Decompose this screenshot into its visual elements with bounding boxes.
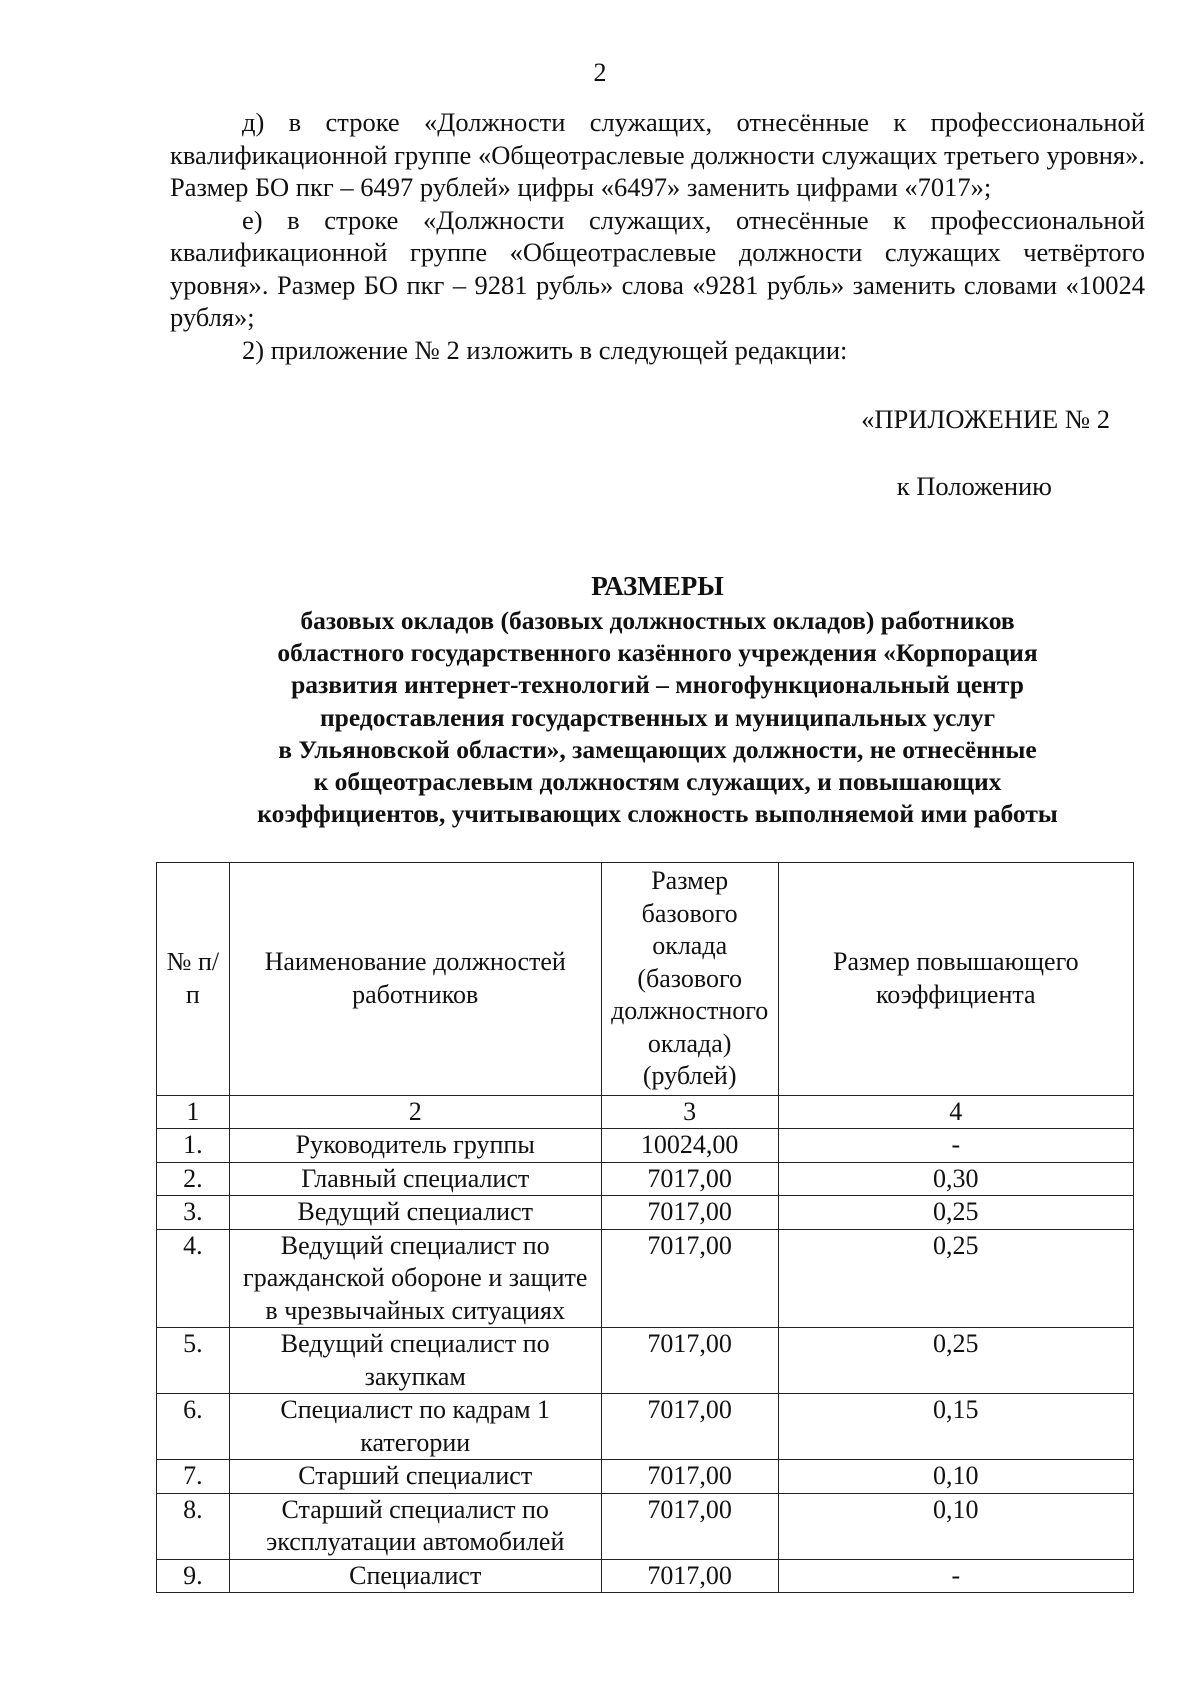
table-row: [157, 1493, 1134, 1559]
position-name: Старший специалист: [229, 1460, 601, 1494]
salary-value: 7017,00: [601, 1328, 778, 1394]
column-number: 1: [157, 1095, 230, 1129]
position-name: Ведущий специалист по закупкам: [229, 1328, 601, 1394]
heading-line: к общеотраслевым должностям служащих, и повышающих: [313, 767, 1002, 797]
salary-value: 7017,00: [601, 1229, 778, 1328]
column-number: 3: [601, 1095, 778, 1129]
column-numbers-row: [157, 1095, 1134, 1129]
salary-value: 7017,00: [601, 1460, 778, 1494]
paragraph-e: е) в строке «Должности служащих, отнесённые к профессиональной квалификационной группе «Общеотраслевые должности служащих четвёртого уровня». Размер БО пкг – 9281 рубль» слова «9281 рубль» заменить словами «10024 рубля»;: [170, 204, 1145, 332]
coefficient-value: 0,30: [778, 1162, 1133, 1196]
salary-table: [156, 862, 1134, 1593]
row-number: 8.: [157, 1493, 230, 1559]
heading-line: развития интернет-технологий – многофункциональный центр: [291, 670, 1024, 700]
appendix-title: «ПРИЛОЖЕНИЕ № 2: [861, 404, 1110, 434]
position-name: Старший специалист по эксплуатации автомобилей: [229, 1493, 601, 1559]
coefficient-value: -: [778, 1559, 1133, 1593]
position-name: Специалист по кадрам 1 категории: [229, 1394, 601, 1460]
row-number: 9.: [157, 1559, 230, 1593]
row-number: 7.: [157, 1460, 230, 1494]
paragraph-d: д) в строке «Должности служащих, отнесённые к профессиональной квалификационной группе «Общеотраслевые должности служащих третьего уровня». Размер БО пкг – 6497 рублей» цифры «6497» заменить цифрами «7017»;: [170, 107, 1145, 202]
document-heading: [170, 569, 1145, 830]
table-row: [157, 1162, 1134, 1196]
appendix-subtitle: к Положению: [896, 471, 1052, 501]
paragraph-2: 2) приложение № 2 изложить в следующей редакции:: [242, 334, 848, 365]
header-number: № п/п: [157, 863, 230, 1096]
column-number: 4: [778, 1095, 1133, 1129]
table-header-row: [157, 863, 1134, 1096]
heading-line: в Ульяновской области», замещающих должности, не отнесённые: [278, 734, 1037, 764]
coefficient-value: 0,10: [778, 1493, 1133, 1559]
position-name: Руководитель группы: [229, 1129, 601, 1163]
position-name: Главный специалист: [229, 1162, 601, 1196]
header-salary: Размер базового оклада (базового должностного оклада) (рублей): [601, 863, 778, 1096]
row-number: 4.: [157, 1229, 230, 1328]
heading-line: базовых окладов (базовых должностных окладов) работников: [300, 606, 1015, 635]
coefficient-value: 0,25: [778, 1328, 1133, 1394]
table-row: [157, 1196, 1134, 1230]
position-name: Ведущий специалист по гражданской обороне и защите в чрезвычайных ситуациях: [229, 1229, 601, 1328]
table-row: [157, 1328, 1134, 1394]
heading-title: РАЗМЕРЫ: [591, 571, 724, 601]
heading-line: областного государственного казённого учреждения «Корпорация: [277, 638, 1038, 668]
position-name: Ведущий специалист: [229, 1196, 601, 1230]
row-number: 3.: [157, 1196, 230, 1230]
heading-line: коэффициентов, учитывающих сложность выполняемой ими работы: [257, 799, 1058, 829]
heading-line: предоставления государственных и муниципальных услуг: [319, 702, 996, 732]
table-row: [157, 1129, 1134, 1163]
row-number: 1.: [157, 1129, 230, 1163]
header-coefficient: Размер повышающего коэффициента: [778, 863, 1133, 1096]
header-position: Наименование должностей работников: [229, 863, 601, 1096]
salary-value: 10024,00: [601, 1129, 778, 1163]
table-row: [157, 1229, 1134, 1328]
coefficient-value: -: [778, 1129, 1133, 1163]
row-number: 5.: [157, 1328, 230, 1394]
row-number: 6.: [157, 1394, 230, 1460]
table-row: [157, 1559, 1134, 1593]
coefficient-value: 0,25: [778, 1229, 1133, 1328]
coefficient-value: 0,15: [778, 1394, 1133, 1460]
coefficient-value: 0,10: [778, 1460, 1133, 1494]
position-name: Специалист: [229, 1559, 601, 1593]
column-number: 2: [229, 1095, 601, 1129]
page-number: 2: [593, 58, 607, 87]
salary-value: 7017,00: [601, 1559, 778, 1593]
row-number: 2.: [157, 1162, 230, 1196]
table-row: [157, 1394, 1134, 1460]
salary-value: 7017,00: [601, 1162, 778, 1196]
body-text: [170, 106, 1145, 366]
coefficient-value: 0,25: [778, 1196, 1133, 1230]
salary-value: 7017,00: [601, 1493, 778, 1559]
salary-value: 7017,00: [601, 1196, 778, 1230]
salary-value: 7017,00: [601, 1394, 778, 1460]
table-row: [157, 1460, 1134, 1494]
